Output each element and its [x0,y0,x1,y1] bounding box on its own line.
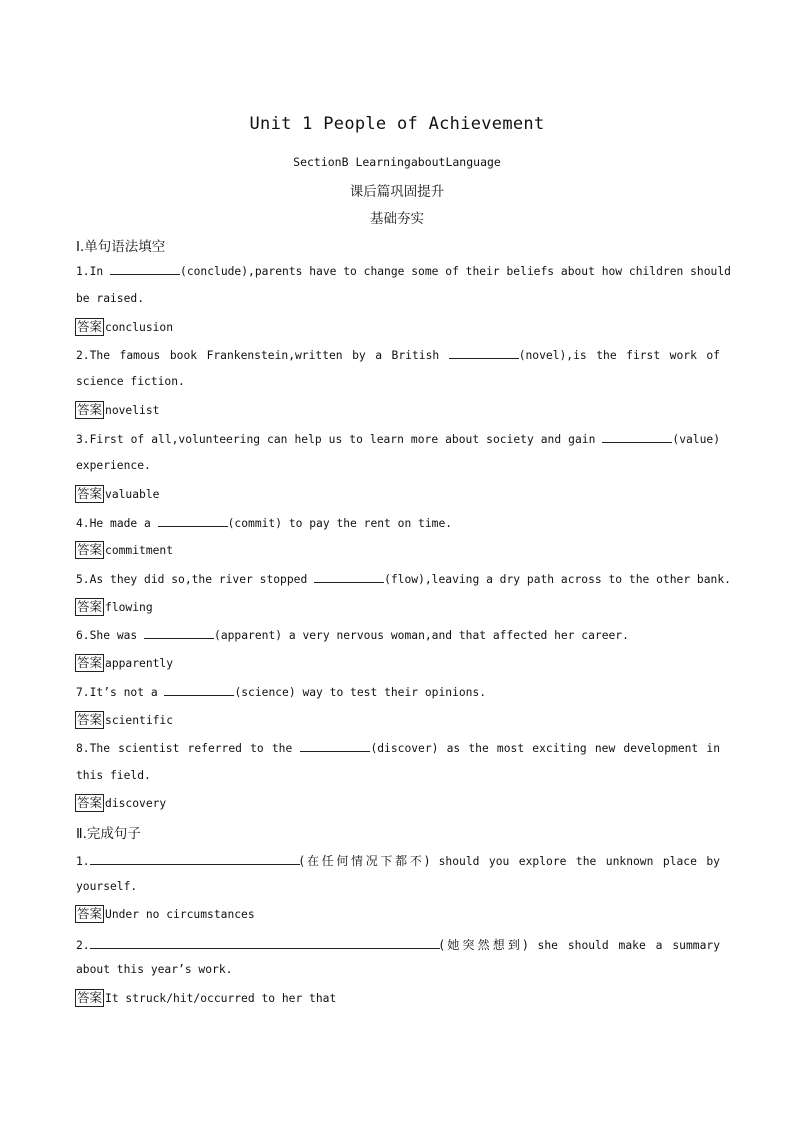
question-1 [76,264,731,278]
question-hint: (conclude),parents have to change some of their beliefs about how children should [180,265,731,278]
question-hint: (novel),is the first work of [518,349,720,362]
question-number: 6. [76,629,90,642]
question-number: 2. [76,349,90,362]
answer-text: discovery [105,796,167,810]
question-number: 8. [76,742,90,755]
subheading-foundation: 基础夯实 [370,211,424,227]
answer-text: novelist [105,403,160,417]
question-4 [76,516,720,530]
answer-badge: 答案 [77,402,103,417]
question-1-continuation: be raised. [76,292,145,305]
answer-7 [75,711,173,729]
answer-text: commitment [105,543,174,557]
question-hint: (science) way to test their opinions. [234,686,487,699]
section-subtitle: SectionB LearningaboutLanguage [293,155,501,169]
answer-blank [164,685,234,696]
sentence-1 [76,852,720,869]
answer-text: Under no circumstances [105,907,255,921]
question-2 [76,348,720,362]
question-number: 7. [76,686,90,699]
answer-text: It struck/hit/occurred to her that [105,991,337,1005]
question-hint: (discover) as the most exciting new development in [370,742,720,755]
question-hint: (commit) to pay the rent on time. [227,517,453,530]
answer-text: apparently [105,656,174,670]
answer-text: scientific [105,713,174,727]
question-hint: (value) [672,433,720,446]
answer-badge: 答案 [77,542,103,557]
answer-5 [75,598,153,616]
answer-badge: 答案 [77,655,103,670]
question-hint: (flow),leaving a dry path across to the other bank. [384,573,731,586]
answer-text: flowing [105,600,153,614]
question-7 [76,685,720,699]
answer-2 [75,401,159,419]
answer-sentence-1 [75,905,255,923]
answer-4 [75,541,173,559]
answer-blank [602,432,672,443]
question-text: The famous book Frankenstein,written by a British [89,349,449,362]
sentence-2 [76,936,720,953]
answer-text: valuable [105,487,160,501]
question-text: In [89,265,111,278]
sentence-1-continuation: yourself. [76,880,138,893]
question-3-continuation: experience. [76,459,151,472]
answer-blank [144,628,214,639]
answer-blank [158,516,228,527]
question-number: 1. [76,265,90,278]
sentence-2-continuation: about this year’s work. [76,963,233,976]
answer-8 [75,794,166,812]
answer-1 [75,318,173,336]
chinese-hint: (她突然想到) [439,938,528,952]
answer-badge: 答案 [77,599,103,614]
section-heading-grammar-fill: Ⅰ.单句语法填空 [76,239,166,255]
question-text: It’s not a [89,686,165,699]
subheading-consolidation: 课后篇巩固提升 [349,184,445,200]
answer-sentence-2 [75,989,336,1007]
answer-badge: 答案 [77,712,103,727]
section-heading-complete-sentences: Ⅱ.完成句子 [76,826,141,842]
question-text: She was [89,629,145,642]
answer-badge: 答案 [77,795,103,810]
question-text: As they did so,the river stopped [89,573,315,586]
question-8 [76,741,720,755]
chinese-hint: (在任何情况下都不) [299,854,430,868]
answer-blank [110,264,180,275]
page-title: Unit 1 People of Achievement [249,114,545,134]
answer-blank [314,572,384,583]
question-number: 1. [76,855,90,868]
question-hint: (apparent) a very nervous woman,and that affected her career. [214,629,629,642]
answer-blank [90,938,440,949]
answer-3 [75,485,159,503]
answer-badge: 答案 [77,906,103,921]
question-3 [76,432,720,446]
question-2-continuation: science fiction. [76,375,185,388]
question-text: she should make a summary [527,939,720,952]
answer-blank [90,854,300,865]
answer-text: conclusion [105,320,174,334]
answer-blank [449,348,519,359]
answer-badge: 答案 [77,319,103,334]
question-5 [76,572,731,586]
answer-6 [75,654,173,672]
question-number: 2. [76,939,90,952]
answer-badge: 答案 [77,486,103,501]
question-text: should you explore the unknown place by [429,855,720,868]
question-text: He made a [89,517,158,530]
question-8-continuation: this field. [76,769,151,782]
question-number: 3. [76,433,90,446]
answer-badge: 答案 [77,990,103,1005]
question-number: 5. [76,573,90,586]
question-text: First of all,volunteering can help us to learn more about society and gain [89,433,603,446]
question-number: 4. [76,517,90,530]
question-6 [76,628,720,642]
question-text: The scientist referred to the [89,742,301,755]
answer-blank [300,741,370,752]
